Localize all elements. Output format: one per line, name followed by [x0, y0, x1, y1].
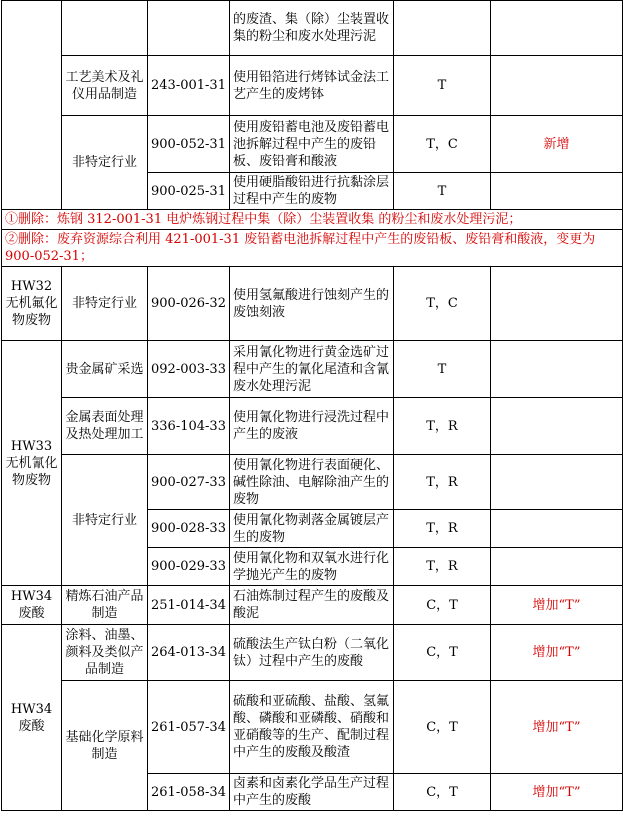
industry-cell: 工艺美术及礼仪用品制造 [62, 56, 148, 116]
category-cell: HW32无机氟化物废物 [2, 267, 62, 341]
note-cell [491, 173, 623, 210]
category-cell: HW33无机氰化物废物 [2, 341, 62, 586]
code-cell: 900-026-32 [148, 267, 230, 341]
industry-cell: 基础化学原料制造 [62, 681, 148, 811]
industry-cell: 精炼石油产品制造 [62, 586, 148, 625]
industry-cell: 非特定行业 [62, 455, 148, 586]
table-row [2, 681, 623, 774]
table-row [2, 586, 623, 625]
table-row [2, 625, 623, 681]
description-cell: 使用铅箔进行烤钵试金法工艺产生的废烤钵 [230, 56, 394, 116]
description-cell: 使用氢氟酸进行蚀刻产生的废蚀刻液 [230, 267, 394, 341]
code-cell [148, 1, 230, 56]
deletion-note: ①删除：炼钢 312-001-31 电炉炼钢过程中集（除）尘装置收集 的粉尘和废水处理污泥； [2, 210, 623, 230]
table-row [2, 116, 623, 173]
industry-cell: 非特定行业 [62, 267, 148, 341]
category-cell: HW34废酸 [2, 625, 62, 811]
table-row [2, 455, 623, 510]
description-cell: 使用硬脂酸铅进行抗黏涂层过程中产生的废物 [230, 173, 394, 210]
note-cell: 增加“T” [491, 681, 623, 774]
description-cell: 使用废铅蓄电池及废铅蓄电池拆解过程中产生的废铅板、废铅膏和酸液 [230, 116, 394, 173]
category-cell [2, 1, 62, 210]
characteristic-cell: C，T [394, 681, 491, 774]
characteristic-cell: T，C [394, 267, 491, 341]
table-row [2, 1, 623, 56]
note-cell [491, 56, 623, 116]
note-cell [491, 510, 623, 548]
industry-cell [62, 1, 148, 56]
note-row [2, 210, 623, 230]
characteristic-cell: C，T [394, 625, 491, 681]
note-cell [491, 341, 623, 398]
characteristic-cell: T，R [394, 398, 491, 455]
note-cell: 增加“T” [491, 586, 623, 625]
code-cell: 900-025-31 [148, 173, 230, 210]
industry-cell: 金属表面处理及热处理加工 [62, 398, 148, 455]
characteristic-cell: T，R [394, 510, 491, 548]
description-cell: 石油炼制过程产生的废酸及酸泥 [230, 586, 394, 625]
deletion-note: ②删除：废弃资源综合利用 421-001-31 废铅蓄电池拆解过程中产生的废铅板、废铅膏和酸液，变更为 900-052-31； [2, 230, 623, 267]
table-row [2, 267, 623, 341]
characteristic-cell [394, 1, 491, 56]
note-cell [491, 267, 623, 341]
category-cell: HW34废酸 [2, 586, 62, 625]
code-cell: 092-003-33 [148, 341, 230, 398]
note-cell [491, 455, 623, 510]
description-cell: 卤素和卤素化学品生产过程中产生的废酸 [230, 774, 394, 811]
description-cell: 硫酸和亚硫酸、盐酸、氢氟酸、磷酸和亚磷酸、硝酸和亚硝酸等的生产、配制过程中产生的废酸及酸渣 [230, 681, 394, 774]
characteristic-cell: C，T [394, 774, 491, 811]
description-cell: 使用氰化物进行浸洗过程中产生的废液 [230, 398, 394, 455]
characteristic-cell: T [394, 341, 491, 398]
code-cell: 336-104-33 [148, 398, 230, 455]
note-cell: 增加“T” [491, 625, 623, 681]
table-row [2, 398, 623, 455]
note-cell: 新增 [491, 116, 623, 173]
code-cell: 900-052-31 [148, 116, 230, 173]
characteristic-cell: C，T [394, 586, 491, 625]
code-cell: 900-029-33 [148, 548, 230, 586]
characteristic-cell: T，C [394, 116, 491, 173]
note-cell [491, 1, 623, 56]
description-cell: 使用氰化物进行表面硬化、碱性除油、电解除油产生的废物 [230, 455, 394, 510]
description-cell: 使用氰化物和双氧水进行化学抛光产生的废物 [230, 548, 394, 586]
note-cell: 增加“T” [491, 774, 623, 811]
note-row [2, 230, 623, 267]
characteristic-cell: T [394, 173, 491, 210]
description-cell: 采用氰化物进行黄金选矿过程中产生的氰化尾渣和含氰废水处理污泥 [230, 341, 394, 398]
code-cell: 251-014-34 [148, 586, 230, 625]
code-cell: 261-057-34 [148, 681, 230, 774]
characteristic-cell: T，R [394, 455, 491, 510]
code-cell: 264-013-34 [148, 625, 230, 681]
industry-cell: 涂料、油墨、颜料及类似产品制造 [62, 625, 148, 681]
description-cell: 的废渣、集（除）尘装置收集的粉尘和废水处理污泥 [230, 1, 394, 56]
note-cell [491, 398, 623, 455]
note-cell [491, 548, 623, 586]
characteristic-cell: T，R [394, 548, 491, 586]
industry-cell: 非特定行业 [62, 116, 148, 210]
description-cell: 使用氰化物剥落金属镀层产生的废物 [230, 510, 394, 548]
description-cell: 硫酸法生产钛白粉（二氧化钛）过程中产生的废酸 [230, 625, 394, 681]
code-cell: 900-027-33 [148, 455, 230, 510]
code-cell: 900-028-33 [148, 510, 230, 548]
code-cell: 261-058-34 [148, 774, 230, 811]
table-row [2, 341, 623, 398]
code-cell: 243-001-31 [148, 56, 230, 116]
characteristic-cell: T [394, 56, 491, 116]
hazardous-waste-table [1, 0, 623, 811]
table-row [2, 56, 623, 116]
industry-cell: 贵金属矿采选 [62, 341, 148, 398]
